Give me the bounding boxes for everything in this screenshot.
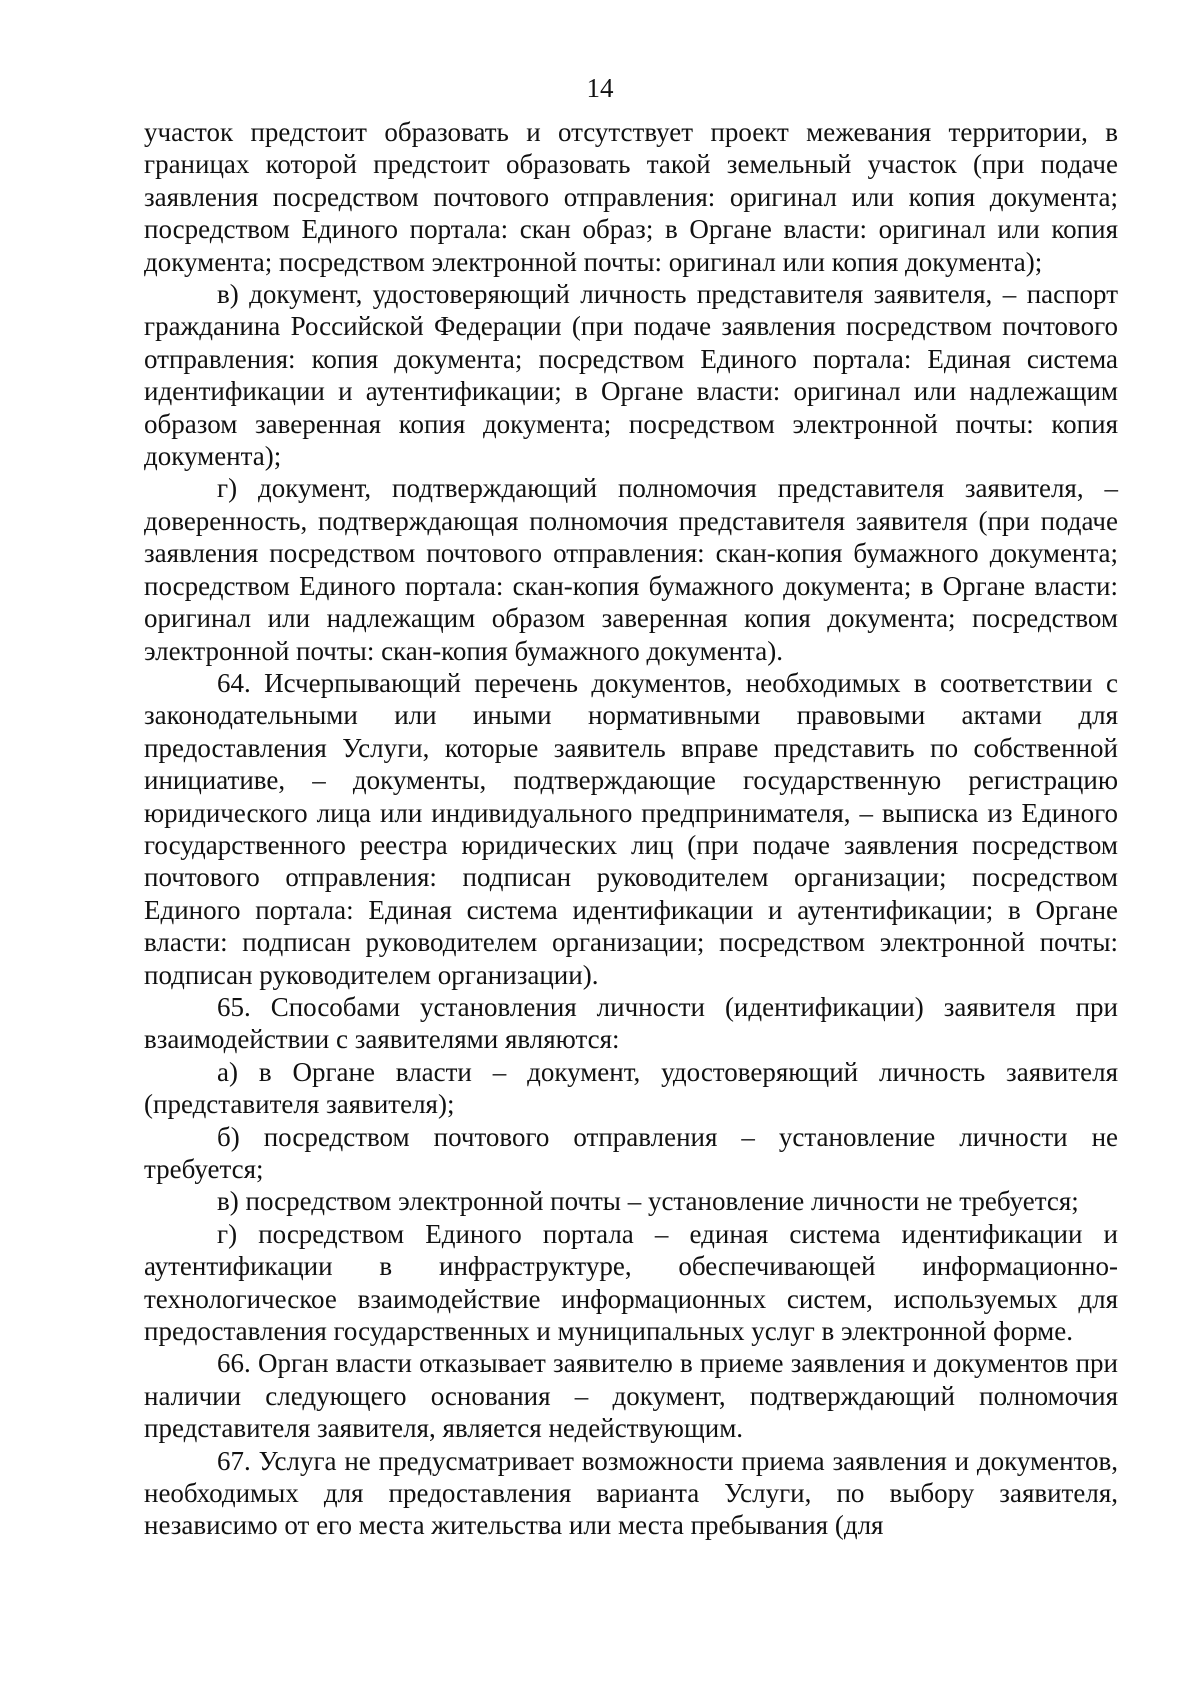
document-body <box>144 116 1118 1542</box>
paragraph-65-item-v: в) посредством электронной почты – установление личности не требуется; <box>217 1186 1079 1217</box>
paragraph-65: 65. Способами установления личности (идентификации) заявителя при взаимодействии с заявителями являются: <box>144 991 1118 1055</box>
page-number: 14 <box>586 73 614 103</box>
paragraph-item-g-representative-authority: г) документ, подтверждающий полномочия представителя заявителя, – доверенность, подтверждающая полномочия представителя заявителя (при подаче заявления посредством почтового отправления: скан-копия бумажного документа; посредством Единого портала: скан-копия бумажного документа; в Органе власти: оригинал или надлежащим образом заверенная копия документа; посредством электронной почты: скан-копия бумажного документа). <box>144 473 1118 666</box>
paragraph-65-item-g: г) посредством Единого портала – единая система идентификации и аутентификации в инфраструктуре, обеспечивающей информационно-технологическое взаимодействие информационных систем, используемых для предоставления государственных и муниципальных услуг в электронной форме. <box>144 1218 1118 1347</box>
paragraph-67: 67. Услуга не предусматривает возможности приема заявления и документов, необходимых для предоставления варианта Услуги, по выбору заявителя, независимо от его места жительства или места пребывания (для <box>144 1445 1118 1541</box>
paragraph-64: 64. Исчерпывающий перечень документов, необходимых в соответствии с законодательными или иными нормативными правовыми актами для предоставления Услуги, которые заявитель вправе представить по собственной инициативе, – документы, подтверждающие государственную регистрацию юридического лица или индивидуального предпринимателя, – выписка из Единого государственного реестра юридических лиц (при подаче заявления посредством почтового отправления: подписан руководителем организации; посредством Единого портала: Единая система идентификации и аутентификации; в Органе власти: подписан руководителем организации; посредством электронной почты: подписан руководителем организации). <box>144 667 1118 990</box>
paragraph-continuation: участок предстоит образовать и отсутствует проект межевания территории, в границах которой предстоит образовать такой земельный участок (при подаче заявления посредством почтового отправления: оригинал или копия документа; посредством Единого портала: скан образ; в Органе власти: оригинал или копия документа; посредством электронной почты: оригинал или копия документа); <box>144 117 1118 277</box>
paragraph-66: 66. Орган власти отказывает заявителю в приеме заявления и документов при наличии следующего основания – документ, подтверждающий полномочия представителя заявителя, является недействующим. <box>144 1348 1118 1444</box>
paragraph-item-v-representative-id: в) документ, удостоверяющий личность представителя заявителя, – паспорт гражданина Российской Федерации (при подаче заявления посредством почтового отправления: копия документа; посредством Единого портала: Единая система идентификации и аутентификации; в Органе власти: оригинал или надлежащим образом заверенная копия документа; посредством электронной почты: копия документа); <box>144 279 1118 472</box>
paragraph-65-item-a: а) в Органе власти – документ, удостоверяющий личность заявителя (представителя заявителя); <box>144 1056 1118 1120</box>
paragraph-65-item-b: б) посредством почтового отправления – установление личности не требуется; <box>144 1121 1118 1184</box>
